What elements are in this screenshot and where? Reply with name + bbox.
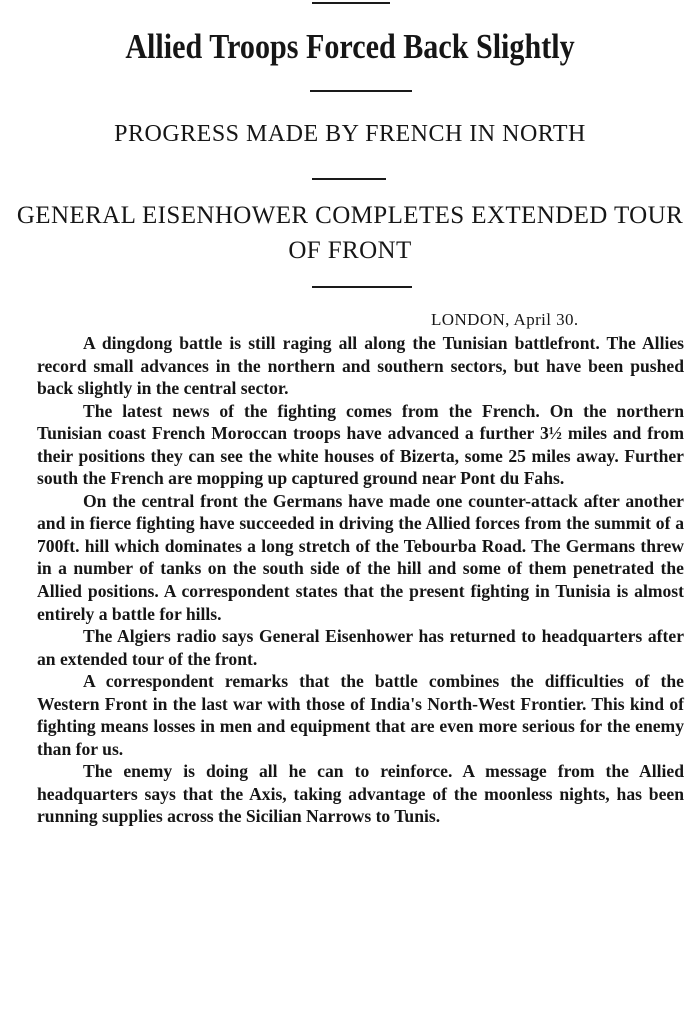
dateline: LONDON, April 30. [431,310,579,329]
article-paragraph: The latest news of the fighting comes from the French. On the northern Tunisian coast French Moroccan troops have advanced a further 3½ miles and from their positions they can see the white houses of Bizerta, some 25 miles away. Further south the French are mopping up captured ground near Pont du Fahs. [37,400,684,489]
top-rule [312,2,390,4]
headline-divider-2 [312,178,386,180]
subheadline: PROGRESS MADE BY FRENCH IN NORTH [114,121,586,147]
article-paragraph: The Algiers radio says General Eisenhower has returned to headquarters after an extended tour of the front. [37,626,684,669]
article-paragraph: On the central front the Germans have made one counter-attack after another and in fierce fighting have succeeded in driving the Allied forces from the summit of a 700ft. hill which dominates a long stretch of the Tebourba Road. The Germans threw in a number of tanks on the south side of the hill and some of them penetrated the Allied positions. A correspondent states that the present fighting in Tunisia is almost entirely a battle for hills. [37,490,684,624]
article-paragraph: A correspondent remarks that the battle combines the difficulties of the Western Front in the last war with those of India's North-West Frontier. This kind of fighting means losses in men and equipment that are even more serious for the enemy than for us. [37,671,684,759]
headline-divider-3 [312,286,412,288]
article-body [37,332,684,828]
headline: Allied Troops Forced Back Slightly [125,27,575,66]
article-paragraph: The enemy is doing all he can to reinforce. A message from the Allied headquarters says that the Axis, taking advantage of the moonless nights, has been running supplies across the Sicilian Narrows to Tunis. [37,761,684,827]
third-headline: GENERAL EISENHOWER COMPLETES EXTENDED TOUR OF FRONT [16,202,684,264]
article-paragraph: A dingdong battle is still raging all along the Tunisian battlefront. The Allies record small advances in the northern and southern sectors, but have been pushed back slightly in the central sector. [37,333,684,399]
headline-divider-1 [310,90,412,92]
